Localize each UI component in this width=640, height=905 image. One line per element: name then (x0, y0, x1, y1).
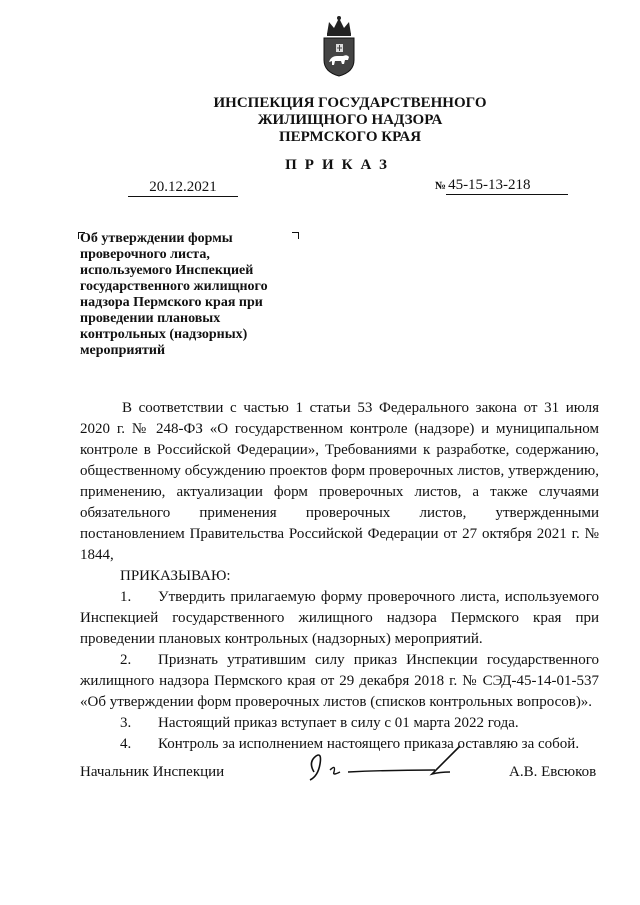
subject-line: государственного жилищного (80, 279, 268, 294)
item-text: Утвердить прилагаемую форму проверочного листа, используемого Инспекцией государственного жилищного надзора Пермского края при проведении плановых контрольных (надзорных) мероприятий. (80, 589, 599, 647)
item-number: 1. (120, 589, 132, 605)
signatory-role: Начальник Инспекции (80, 764, 225, 780)
order-directive-word: ПРИКАЗЫВАЮ: (120, 568, 231, 584)
item-text: Контроль за исполнением настоящего приказа оставляю за собой. (158, 736, 580, 752)
org-line-2: ЖИЛИЩНОГО НАДЗОРА (257, 112, 443, 128)
handwritten-signature (300, 742, 465, 787)
order-body (80, 398, 599, 755)
subject-line: проверочного листа, (80, 247, 210, 262)
subject-line: используемого Инспекцией (80, 263, 254, 278)
order-item (80, 587, 599, 650)
order-date: 20.12.2021 (128, 179, 238, 197)
coat-of-arms-emblem (319, 14, 359, 78)
preamble-paragraph: В соответствии с частью 1 статьи 53 Федерального закона от 31 июля 2020 г. № 248-ФЗ «О государственном контроле (надзоре) и муниципальном контроле в Российской Федерации», Требованиями к разработке, содержанию, общественному обсуждению проектов форм проверочных листов, утверждению, применению, актуализации форм проверочных листов, а также случаями обязательного применения проверочных листов, утвержденными постановлением Правительства Российской Федерации от 27 октября 2021 г. № 1844, (80, 400, 599, 563)
order-number-block (435, 177, 568, 195)
org-line-3: ПЕРМСКОГО КРАЯ (278, 129, 422, 145)
item-number: 3. (120, 715, 132, 731)
order-number: 45-15-13-218 (446, 177, 568, 195)
org-line-1: ИНСПЕКЦИЯ ГОСУДАРСТВЕННОГО (213, 95, 487, 111)
subject-line: надзора Пермского края при (80, 295, 263, 310)
item-number: 2. (120, 652, 132, 668)
number-sign: № (435, 180, 447, 192)
item-number: 4. (120, 736, 132, 752)
order-item (80, 650, 599, 713)
signatory-name: А.В. Евсюков (509, 764, 597, 780)
organization-name (120, 95, 580, 146)
document-type-title: ПРИКАЗ (285, 157, 395, 173)
order-item (80, 713, 599, 734)
subject-line: контрольных (надзорных) (80, 327, 248, 342)
subject-line: Об утверждении формы (80, 231, 233, 246)
item-text: Настоящий приказ вступает в силу с 01 марта 2022 года. (158, 715, 519, 731)
subject-line: проведении плановых (80, 311, 221, 326)
item-text: Признать утратившим силу приказ Инспекции государственного жилищного надзора Пермского края от 29 декабря 2018 г. № СЭД-45-14-01-537 «Об утверждении форм проверочных листов (списков контрольных вопросов)». (80, 652, 599, 710)
order-subject (80, 231, 295, 359)
subject-line: мероприятий (80, 343, 166, 358)
